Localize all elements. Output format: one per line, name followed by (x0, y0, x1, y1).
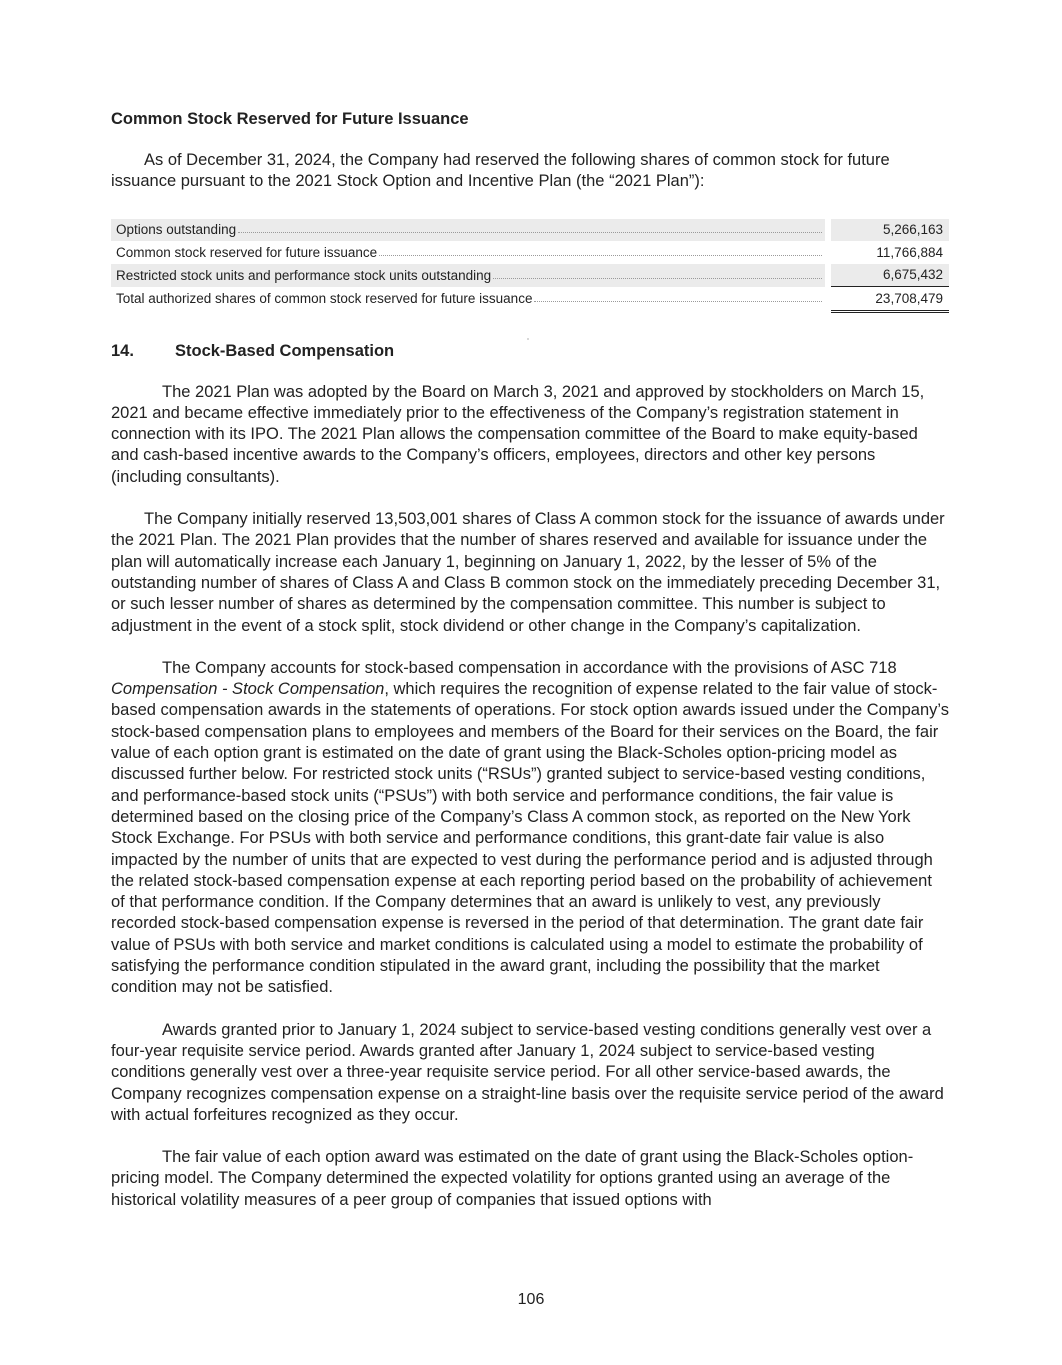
scan-speck (527, 338, 529, 340)
row-value-options-outstanding: 5,266,163 (831, 219, 949, 242)
plan-adoption-paragraph: The 2021 Plan was adopted by the Board on March 3, 2021 and approved by stockholders on March 15, 2021 and became effective immediately prior to the effectiveness of the Company’s registration statement in connection with its IPO. The 2021 Plan allows the compensation committee of the Board to make equity-based and cash-based incentive awards to the Company’s officers, employees, directors and other key persons (including consultants). (111, 382, 925, 486)
row-label-reserved-future-issuance: Common stock reserved for future issuance (116, 244, 378, 260)
asc-718-title: Compensation - Stock Compensation (111, 680, 385, 699)
table-row (111, 264, 949, 287)
row-label-total-authorized: Total authorized shares of common stock reserved for future issuance (116, 291, 533, 307)
accounting-policy-text-end: , which requires the recognition of expense related to the fair value of stock-based compensation awards in the statements of operations. For stock option awards issued under the Company’s stock-based compensation plans to employees and members of the Board for their services on the Board, the fair value of each option grant is estimated on the date of grant using the Black-Scholes option-pricing model as discussed further below. For restricted stock units (“RSUs”) granted subject to service-based vesting conditions, and performance-based stock units (“PSUs”) with both service and performance conditions, the fair value is determined based on the closing price of the Company’s Class A common stock, as reported on the New York Stock Exchange. For PSUs with both service and performance conditions, this grant-date fair value is also impacted by the number of units that are expected to vest during the performance period and is adjusted through the related stock-based compensation expense at each reporting period based on the probability of achievement of that performance condition. If the Company determines that an award is unlikely to vest, any previously recorded stock-based compensation expense is reversed in the period of that determination. The grant date fair value of PSUs with both service and market conditions is calculated using a model to estimate the probability of satisfying the performance condition stipulated in the award grant, including the possibility that the market condition may not be satisfied. (111, 680, 949, 997)
row-value-rsu-psu-outstanding: 6,675,432 (831, 264, 949, 287)
accounting-policy-paragraph (111, 658, 949, 999)
row-label-options-outstanding: Options outstanding (116, 222, 237, 238)
fair-value-paragraph: The fair value of each option award was estimated on the date of grant using the Black-Scholes option-pricing model. The Company determined the expected volatility for options granted using an average of the historical volatility measures of a peer group of companies that issued options with (111, 1148, 914, 1209)
page-number: 106 (517, 1291, 545, 1308)
section-number: 14. (111, 341, 134, 360)
reserve-section-heading: Common Stock Reserved for Future Issuance (111, 110, 469, 128)
section-title: Stock-Based Compensation (175, 341, 395, 360)
document-page (111, 108, 949, 1211)
table-total-row (111, 287, 949, 312)
dot-leader (238, 232, 822, 233)
reserve-shares-table (111, 219, 949, 313)
row-value-reserved-future-issuance: 11,766,884 (876, 244, 943, 260)
compensation-section-heading (111, 340, 949, 362)
reserve-intro-paragraph: As of December 31, 2024, the Company had reserved the following shares of common stock for future issuance pursuant to the 2021 Stock Option and Incentive Plan (the “2021 Plan”): (111, 151, 890, 191)
row-value-total-authorized: 23,708,479 (831, 287, 949, 312)
dot-leader (379, 255, 822, 256)
table-row (111, 241, 949, 264)
vesting-paragraph: Awards granted prior to January 1, 2024 subject to service-based vesting conditions generally vest over a four-year requisite service period. Awards granted after January 1, 2024 subject to service-based vesting conditions generally vest over a three-year requisite service period. For all other service-based awards, the Company recognizes compensation expense on a straight-line basis over the requisite service period of the award with actual forfeitures recognized as they occur. (111, 1020, 944, 1124)
table-row (111, 219, 949, 242)
row-label-rsu-psu-outstanding: Restricted stock units and performance stock units outstanding (116, 267, 492, 283)
dot-leader (534, 301, 822, 302)
dot-leader (493, 278, 822, 279)
initial-reserve-paragraph: The Company initially reserved 13,503,001 shares of Class A common stock for the issuance of awards under the 2021 Plan. The 2021 Plan provides that the number of shares reserved and available for issuance under the plan will automatically increase each January 1, beginning on January 1, 2022, by the lesser of 5% of the outstanding number of shares of Class A and Class B common stock on the immediately preceding December 31, or such lesser number of shares as determined by the compensation committee. This number is subject to adjustment in the event of a stock split, stock dividend or other change in the Company’s capitalization. (111, 510, 945, 635)
accounting-policy-text-start: The Company accounts for stock-based compensation in accordance with the provisions of ASC 718 (162, 658, 897, 677)
